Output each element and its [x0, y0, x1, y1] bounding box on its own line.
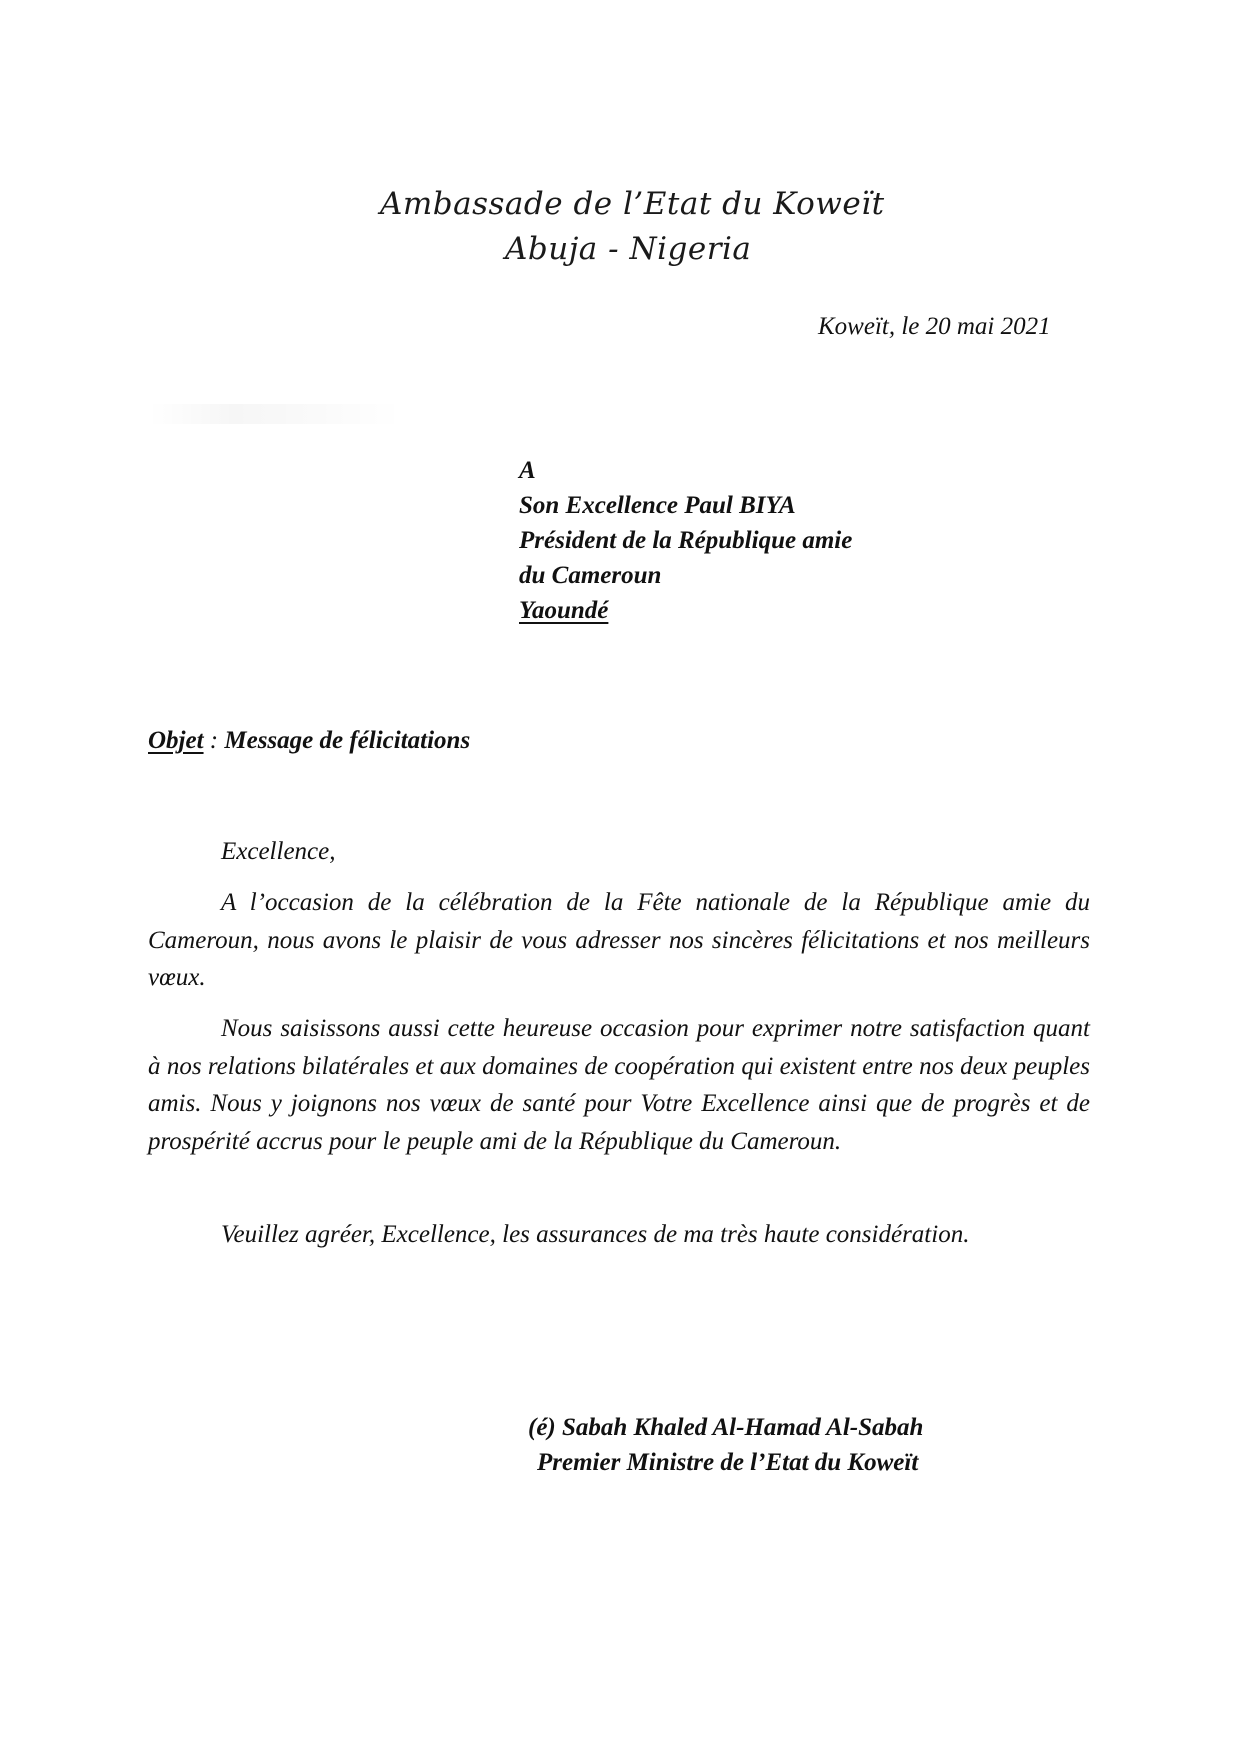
subject-line — [148, 727, 470, 755]
recipient-name: Son Excellence Paul BIYA — [519, 492, 796, 519]
body-paragraph-3: Veuillez agréer, Excellence, les assurances de ma très haute considération. — [221, 1221, 970, 1248]
signatory-name: (é) Sabah Khaled Al-Hamad Al-Sabah — [528, 1414, 924, 1441]
subject-label: Objet — [148, 727, 204, 754]
signatory-title: Premier Ministre de l’Etat du Koweït — [537, 1449, 919, 1476]
salutation: Excellence, — [221, 838, 336, 865]
letter-date: Koweït, le 20 mai 2021 — [818, 313, 1051, 340]
subject-text: Message de félicitations — [224, 727, 471, 754]
body-paragraph-2: Nous saisissons aussi cette heureuse occasion pour exprimer notre satisfaction quant à nos relations bilatérales et aux domaines de coopération qui existent entre nos deux peuples amis. Nous y joignons nos vœux de santé pour Votre Excellence ainsi que de progrès et de prospérité accrus pour le peuple ami de la République du Cameroun. — [148, 1015, 1090, 1155]
recipient-prefix: A — [519, 457, 536, 484]
recipient-city: Yaoundé — [519, 597, 609, 624]
letterhead-location: Abuja - Nigeria — [505, 231, 752, 267]
faint-stamp-mark — [148, 404, 403, 424]
body-paragraph-1: A l’occasion de la célébration de la Fête nationale de la République amie du Cameroun, nous avons le plaisir de vous adresser nos sincères félicitations et nos meilleurs vœux. — [148, 889, 1090, 991]
subject-separator: : — [203, 727, 225, 754]
letterhead-embassy: Ambassade de l’Etat du Koweït — [380, 186, 885, 222]
recipient-block — [519, 453, 852, 628]
recipient-title: Président de la République amie — [519, 527, 853, 554]
recipient-country: du Cameroun — [519, 562, 662, 589]
